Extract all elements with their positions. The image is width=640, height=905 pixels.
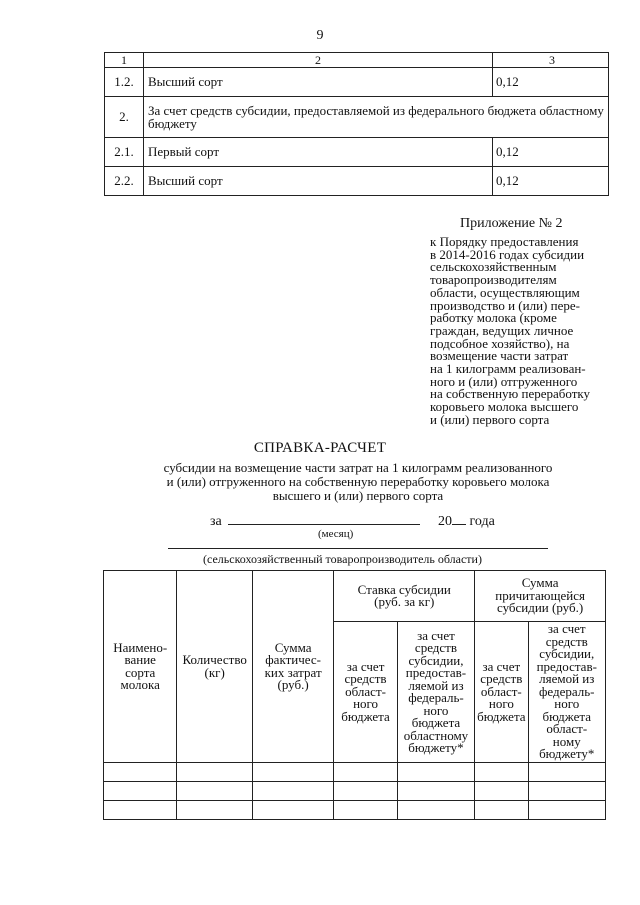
- subtitle-line: субсидии на возмещение части затрат на 1 килограмм реализованного: [163, 460, 553, 475]
- header-line: бюджета: [341, 708, 390, 724]
- header-line: причитающейся: [495, 587, 585, 603]
- empty-cell: [528, 763, 606, 782]
- top-table-header: [105, 53, 609, 68]
- header-line: средств: [344, 671, 387, 687]
- month-caption: (месяц): [318, 528, 354, 540]
- period-prefix: за: [210, 514, 222, 529]
- header-line: средств: [480, 671, 523, 687]
- header-line: ного: [423, 702, 449, 718]
- year-suffix: года: [469, 514, 495, 529]
- header-milk-grade: [104, 571, 177, 763]
- header-line: ного: [353, 696, 379, 712]
- row-value: 0,12: [493, 167, 609, 196]
- appendix-line: на 1 килограмм реализован-: [430, 361, 586, 377]
- header-line: за счет: [547, 621, 586, 637]
- header-line: ному: [552, 733, 581, 749]
- row-text: Высший сорт: [144, 68, 493, 97]
- document-title: СПРАВКА-РАСЧЕТ: [253, 440, 387, 456]
- header-line: предостав-: [405, 665, 467, 680]
- header-line: (кг): [204, 664, 225, 680]
- header-line: субсидии,: [539, 646, 595, 662]
- header-col-2: 2: [144, 53, 493, 68]
- header-quantity: [177, 571, 252, 763]
- empty-cell: [475, 801, 528, 820]
- empty-cell: [252, 801, 333, 820]
- header-line: за счет: [482, 658, 521, 674]
- month-blank: [228, 512, 420, 525]
- row-number: 1.2.: [105, 68, 144, 97]
- row-value: 0,12: [493, 138, 609, 167]
- empty-cell: [475, 782, 528, 801]
- header-line: федераль-: [408, 690, 464, 705]
- header-line: ного: [488, 696, 514, 712]
- row-number: 2.1.: [105, 138, 144, 167]
- subtitle-line: и (или) отгруженного на собственную переработку коровьего молока: [166, 474, 550, 489]
- header-line: Ставка субсидии: [357, 581, 451, 597]
- header-line: ляемой из: [539, 671, 595, 687]
- header-line: вание: [124, 652, 156, 667]
- empty-cell: [528, 782, 606, 801]
- appendix-line: области, осуществляющим: [430, 284, 580, 300]
- row-value: 0,12: [493, 68, 609, 97]
- empty-cell: [334, 763, 397, 782]
- header-line: бюджету*: [539, 746, 595, 762]
- header-line: молока: [120, 677, 160, 692]
- subheader-regional-budget-due: [475, 622, 528, 763]
- subheader-federal-subsidy: [397, 622, 474, 763]
- header-line: област-: [546, 721, 588, 737]
- header-line: (руб. за кг): [374, 594, 435, 609]
- empty-cell: [397, 801, 474, 820]
- table-row: [105, 138, 609, 167]
- table-row: [104, 763, 606, 782]
- appendix-title: Приложение № 2: [460, 216, 563, 231]
- header-line: областному: [403, 727, 469, 743]
- header-line: ного: [554, 696, 580, 712]
- appendix-line: товаропроизводителям: [430, 272, 557, 288]
- appendix-line: работку молока (кроме: [430, 310, 557, 326]
- producer-caption: (сельскохозяйственный товаропроизводитель области): [203, 552, 482, 566]
- empty-cell: [475, 763, 528, 782]
- page-number: 9: [316, 28, 324, 43]
- header-line: Наимено-: [113, 639, 168, 655]
- header-line: Сумма: [521, 575, 559, 591]
- header-line: за счет: [346, 658, 385, 674]
- row-text: Первый сорт: [144, 138, 493, 167]
- appendix-line: граждан, ведущих личное: [430, 322, 574, 338]
- year-blank: [452, 512, 466, 525]
- header-line: ляемой из: [408, 677, 464, 693]
- empty-cell: [252, 782, 333, 801]
- header-subsidy-due: [475, 571, 606, 622]
- header-line: субсидии (руб.): [496, 600, 584, 616]
- appendix-line: на собственную переработку: [430, 386, 591, 402]
- empty-cell: [334, 782, 397, 801]
- row-number: 2.2.: [105, 167, 144, 196]
- appendix-line: подсобное хозяйство), на: [430, 335, 570, 351]
- empty-cell: [177, 782, 252, 801]
- header-line: за счет: [417, 627, 455, 643]
- empty-cell: [397, 763, 474, 782]
- header-line: бюджета: [411, 715, 461, 730]
- header-line: средств: [545, 633, 588, 649]
- header-line: ких затрат: [264, 664, 322, 680]
- appendix-line: и (или) первого сорта: [430, 411, 550, 427]
- appendix-line: коровьего молока высшего: [430, 399, 579, 415]
- empty-cell: [104, 763, 177, 782]
- document-subtitle: [118, 461, 598, 503]
- appendix-line: производство и (или) пере-: [430, 297, 580, 313]
- empty-cell: [397, 782, 474, 801]
- appendix-line: к Порядку предоставления: [430, 234, 579, 249]
- header-line: сорта: [125, 664, 156, 680]
- header-line: средств: [414, 640, 457, 655]
- header-col-1: 1: [105, 53, 144, 68]
- producer-blank-line: [168, 548, 548, 549]
- calculation-table: [103, 570, 606, 820]
- header-col-3: 3: [493, 53, 609, 68]
- table-row: [104, 782, 606, 801]
- appendix-line: ного и (или) отгруженного: [430, 373, 578, 389]
- appendix-text: [430, 236, 608, 427]
- table-header-row: [104, 571, 606, 622]
- header-line: фактичес-: [265, 652, 321, 667]
- subheader-regional-budget: [334, 622, 397, 763]
- header-line: бюджета: [542, 708, 591, 724]
- header-line: област-: [345, 683, 386, 699]
- header-line: (руб.): [277, 677, 309, 692]
- empty-cell: [104, 801, 177, 820]
- empty-cell: [177, 763, 252, 782]
- header-line: Количество: [182, 652, 247, 667]
- empty-cell: [334, 801, 397, 820]
- empty-cell: [104, 782, 177, 801]
- subheader-federal-subsidy-due: [528, 622, 606, 763]
- header-line: бюджета: [477, 708, 526, 724]
- table-row: [105, 97, 609, 138]
- header-line: Сумма: [274, 639, 312, 655]
- subtitle-line: высшего и (или) первого сорта: [272, 488, 444, 503]
- header-line: предостав-: [536, 658, 597, 674]
- appendix-line: сельскохозяйственным: [430, 259, 557, 275]
- table-row: [105, 68, 609, 97]
- empty-cell: [252, 763, 333, 782]
- table-row: [105, 167, 609, 196]
- year-prefix: 20: [438, 514, 452, 529]
- header-subsidy-rate: [334, 571, 475, 622]
- header-actual-costs: [252, 571, 333, 763]
- period-month-field: [210, 512, 420, 530]
- table-row: [104, 801, 606, 820]
- header-line: бюджету*: [408, 740, 464, 755]
- row-text: За счет средств субсидии, предоставляемой из федерального бюджета областному бюджету: [144, 97, 609, 138]
- top-table: [104, 52, 609, 196]
- empty-cell: [177, 801, 252, 820]
- row-number: 2.: [105, 97, 144, 138]
- header-line: област-: [480, 683, 522, 699]
- empty-cell: [528, 801, 606, 820]
- header-line: субсидии,: [408, 652, 464, 668]
- appendix-line: возмещение части затрат: [430, 348, 569, 364]
- period-year-field: [438, 512, 495, 530]
- row-text: Высший сорт: [144, 167, 493, 196]
- appendix-line: в 2014-2016 годах субсидии: [430, 246, 585, 262]
- header-line: федераль-: [538, 683, 595, 699]
